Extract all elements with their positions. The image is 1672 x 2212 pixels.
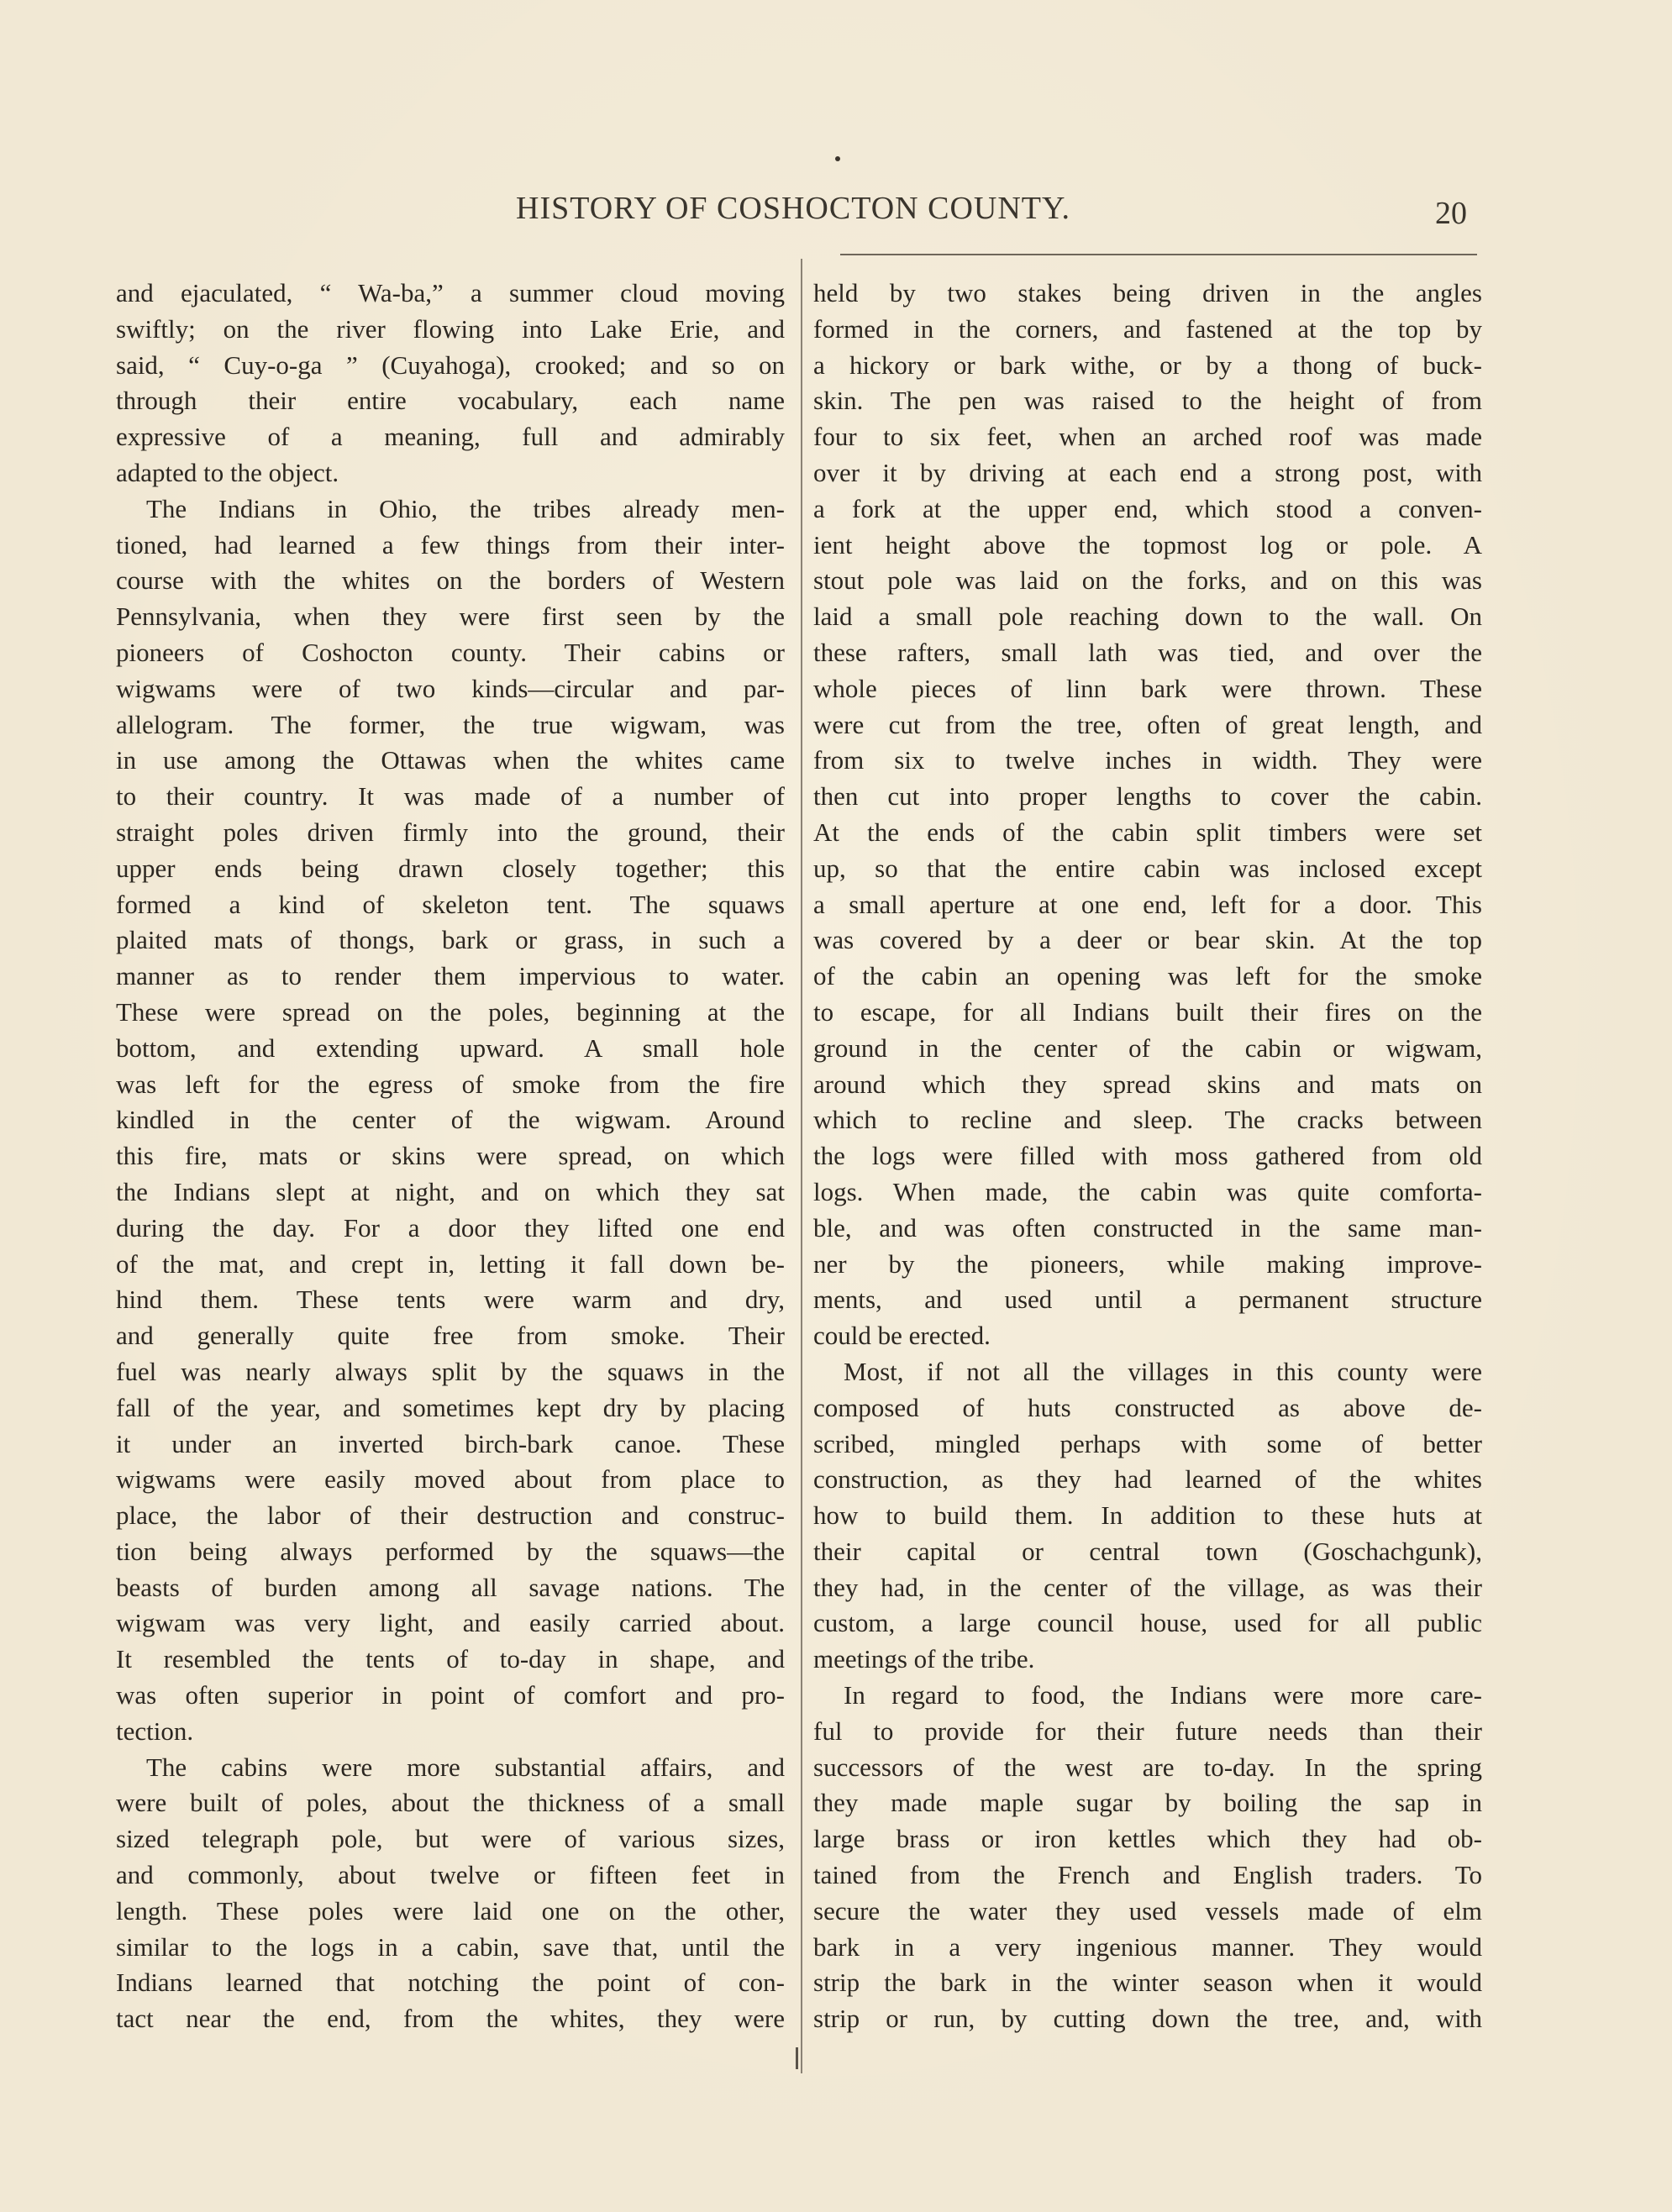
text-line: wigwams were of two kinds—circular and par- <box>116 673 785 703</box>
text-line: The Indians in Ohio, the tribes already men- <box>146 493 785 523</box>
text-line: pioneers of Coshocton county. Their cabins or <box>116 637 785 667</box>
text-line: ful to provide for their future needs than their <box>813 1715 1482 1746</box>
text-line: stout pole was laid on the forks, and on this was <box>813 565 1482 596</box>
header-rule <box>840 254 1477 255</box>
text-line: meetings of the tribe. <box>813 1644 1035 1674</box>
text-line: successors of the west are to-day. In the spring <box>813 1752 1482 1782</box>
text-line: allelogram. The former, the true wigwam, was <box>116 709 785 739</box>
text-line: These were spread on the poles, beginning at the <box>116 996 785 1027</box>
text-line: wigwam was very light, and easily carried about. <box>116 1608 785 1638</box>
text-line: could be erected. <box>813 1321 991 1351</box>
text-line: tection. <box>116 1715 194 1746</box>
text-line: manner as to render them impervious to water. <box>116 961 785 991</box>
text-line: tained from the French and English traders. To <box>813 1860 1482 1890</box>
text-line: which to recline and sleep. The cracks between <box>813 1105 1482 1135</box>
text-line: construction, as they had learned of the whites <box>813 1464 1482 1495</box>
text-line: bottom, and extending upward. A small hole <box>116 1032 785 1063</box>
text-line: strip or run, by cutting down the tree, and, with <box>813 2004 1482 2034</box>
text-line: In regard to food, the Indians were more care- <box>844 1680 1482 1710</box>
text-line: it under an inverted birch-bark canoe. These <box>116 1428 785 1458</box>
text-line: fuel was nearly always split by the squaws in the <box>116 1356 785 1386</box>
text-line: upper ends being drawn closely together; this <box>116 853 785 883</box>
text-line: ble, and was often constructed in the same man- <box>813 1212 1482 1243</box>
text-line: sized telegraph pole, but were of various sizes, <box>116 1824 785 1854</box>
text-line: through their entire vocabulary, each name <box>116 386 785 416</box>
text-line: of the cabin an opening was left for the smoke <box>813 961 1482 991</box>
text-line: strip the bark in the winter season when it would <box>813 1968 1482 1998</box>
text-line: Pennsylvania, when they were first seen by the <box>116 602 785 632</box>
text-line: secure the water they used vessels made of elm <box>813 1895 1482 1926</box>
text-line: wigwams were easily moved about from place to <box>116 1464 785 1495</box>
text-line: a hickory or bark withe, or by a thong of buck- <box>813 349 1482 380</box>
text-line: this fire, mats or skins were spread, on which <box>116 1141 785 1171</box>
text-line: expressive of a meaning, full and admirably <box>116 422 785 452</box>
text-line: the logs were filled with moss gathered from old <box>813 1141 1482 1171</box>
text-line: bark in a very ingenious manner. They would <box>813 1931 1482 1962</box>
text-line: they had, in the center of the village, as was their <box>813 1572 1482 1602</box>
text-line: formed in the corners, and fastened at the top by <box>813 313 1482 344</box>
text-line: up, so that the entire cabin was inclosed except <box>813 853 1482 883</box>
text-line: the Indians slept at night, and on which they sat <box>116 1176 785 1206</box>
text-line: and generally quite free from smoke. Their <box>116 1321 785 1351</box>
text-line: four to six feet, when an arched roof was made <box>813 422 1482 452</box>
text-line: swiftly; on the river flowing into Lake Erie, and <box>116 313 785 344</box>
text-line: during the day. For a door they lifted one end <box>116 1212 785 1243</box>
right-column <box>813 276 1482 2057</box>
text-line: composed of huts constructed as above de- <box>813 1392 1482 1422</box>
text-line: held by two stakes being driven in the angles <box>813 278 1482 307</box>
text-line: how to build them. In addition to these huts at <box>813 1500 1482 1531</box>
text-line: in use among the Ottawas when the whites came <box>116 745 785 775</box>
text-line: around which they spread skins and mats on <box>813 1069 1482 1099</box>
text-line: length. These poles were laid one on the other, <box>116 1895 785 1926</box>
text-line: The cabins were more substantial affairs, and <box>146 1752 785 1782</box>
text-line: fall of the year, and sometimes kept dry by placing <box>116 1392 785 1422</box>
text-line: Most, if not all the villages in this county were <box>844 1356 1482 1386</box>
text-line: course with the whites on the borders of Western <box>116 565 785 596</box>
text-line: straight poles driven firmly into the ground, their <box>116 817 785 847</box>
text-line: was left for the egress of smoke from the fire <box>116 1069 785 1099</box>
column-divider <box>801 259 802 2073</box>
text-line: At the ends of the cabin split timbers were set <box>813 817 1482 847</box>
text-line: over it by driving at each end a strong post, with <box>813 457 1482 487</box>
text-line: ground in the center of the cabin or wigwam, <box>813 1032 1482 1063</box>
text-line: of the mat, and crept in, letting it fall down be- <box>116 1248 785 1279</box>
text-line: adapted to the object. <box>116 457 339 487</box>
text-line: were cut from the tree, often of great length, and <box>813 709 1482 739</box>
text-line: skin. The pen was raised to the height of from <box>813 386 1482 416</box>
text-line: scribed, mingled perhaps with some of better <box>813 1428 1482 1458</box>
text-line: custom, a large council house, used for all public <box>813 1608 1482 1638</box>
bottom-mark <box>796 2047 798 2069</box>
text-line: then cut into proper lengths to cover the cabin. <box>813 781 1482 812</box>
text-line: place, the labor of their destruction and construc- <box>116 1500 785 1531</box>
text-line: kindled in the center of the wigwam. Around <box>116 1105 785 1135</box>
text-line: ient height above the topmost log or pole. A <box>813 529 1482 560</box>
text-line: a small aperture at one end, left for a door. This <box>813 889 1482 919</box>
text-line: hind them. These tents were warm and dry, <box>116 1285 785 1315</box>
running-head-title: HISTORY OF COSHOCTON COUNTY. <box>516 191 1071 226</box>
text-line: a fork at the upper end, which stood a conven- <box>813 493 1482 523</box>
page-number: 20 <box>1435 196 1467 231</box>
left-column <box>116 276 785 2057</box>
text-line: similar to the logs in a cabin, save that, until the <box>116 1931 785 1962</box>
text-line: large brass or iron kettles which they had ob- <box>813 1824 1482 1854</box>
text-line: was covered by a deer or bear skin. At the top <box>813 925 1482 955</box>
text-line: were built of poles, about the thickness of a small <box>116 1788 785 1818</box>
text-line: from six to twelve inches in width. They were <box>813 745 1482 775</box>
text-line: said, “ Cuy-o-ga ” (Cuyahoga), crooked; and so on <box>116 349 785 380</box>
text-line: laid a small pole reaching down to the wall. On <box>813 602 1482 632</box>
text-line: to their country. It was made of a number of <box>116 781 785 812</box>
text-line: tact near the end, from the whites, they were <box>116 2004 785 2034</box>
text-line: ments, and used until a permanent structure <box>813 1285 1482 1315</box>
text-line: whole pieces of linn bark were thrown. These <box>813 673 1482 703</box>
text-line: and commonly, about twelve or fifteen feet in <box>116 1860 785 1890</box>
text-line: was often superior in point of comfort and pro- <box>116 1680 785 1710</box>
text-line: tioned, had learned a few things from their inter- <box>116 529 785 560</box>
text-line: ner by the pioneers, while making improve- <box>813 1248 1482 1279</box>
text-line: their capital or central town (Goschachgunk), <box>813 1536 1482 1566</box>
text-line: It resembled the tents of to-day in shape, and <box>116 1644 785 1674</box>
text-line: plaited mats of thongs, bark or grass, in such a <box>116 925 785 955</box>
text-line: and ejaculated, “ Wa-ba,” a summer cloud moving <box>116 278 785 307</box>
text-line: logs. When made, the cabin was quite comforta- <box>813 1176 1482 1206</box>
text-line: they made maple sugar by boiling the sap in <box>813 1788 1482 1818</box>
ink-dot <box>835 156 840 161</box>
text-line: Indians learned that notching the point of con- <box>116 1968 785 1998</box>
text-line: beasts of burden among all savage nations. The <box>116 1572 785 1602</box>
text-line: formed a kind of skeleton tent. The squaws <box>116 889 785 919</box>
text-line: these rafters, small lath was tied, and over the <box>813 637 1482 667</box>
text-line: to escape, for all Indians built their fires on the <box>813 996 1482 1027</box>
text-line: tion being always performed by the squaws—the <box>116 1536 785 1566</box>
